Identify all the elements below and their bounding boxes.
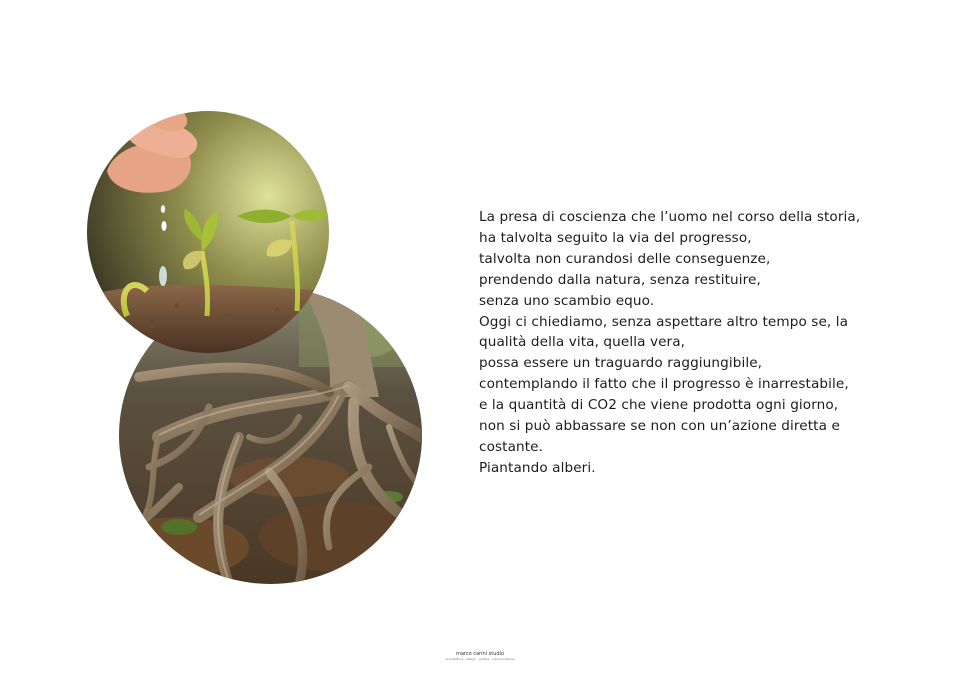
text-line: qualità della vita, quella vera, — [479, 334, 686, 351]
manifesto-text — [479, 207, 919, 479]
text-line: non si può abbassare se non con un’azione diretta e — [479, 418, 840, 435]
text-line: possa essere un traguardo raggiungibile, — [479, 355, 763, 372]
text-line: La presa di coscienza che l’uomo nel corso della storia, — [479, 209, 861, 225]
brand-tagline: architettura · design · grafica · comunicazione — [445, 657, 515, 661]
text-line: Oggi ci chiediamo, senza aspettare altro tempo se, la — [479, 313, 849, 330]
text-line: costante. — [479, 438, 544, 455]
seedlings-watering-photo — [87, 111, 329, 353]
text-line: prendendo dalla natura, senza restituire, — [479, 271, 761, 288]
text-line: talvolta non curandosi delle conseguenze, — [479, 250, 771, 267]
text-line: ha talvolta seguito la via del progresso, — [479, 229, 752, 246]
text-line: Piantando alberi. — [479, 459, 596, 476]
studio-brand — [440, 651, 520, 661]
text-line: e la quantità di CO2 che viene prodotta ogni giorno, — [479, 397, 839, 414]
brand-name: marco carini studio — [455, 651, 505, 657]
text-line: contemplando il fatto che il progresso è inarrestabile, — [479, 376, 849, 393]
text-line: senza uno scambio equo. — [479, 292, 655, 309]
seedlings-illustration — [87, 111, 329, 353]
